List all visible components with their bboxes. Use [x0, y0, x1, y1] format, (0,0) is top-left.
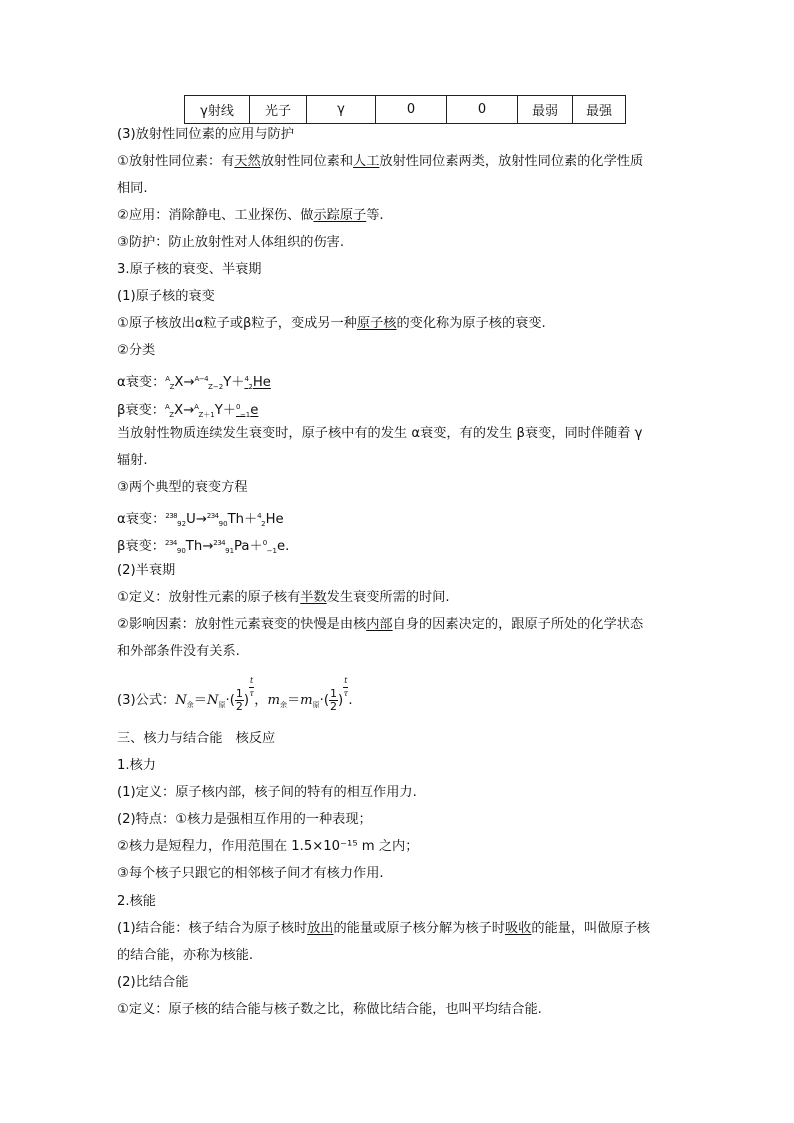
paragraph-line: ①放射性同位素：有天然放射性同位素和人工放射性同位素两类，放射性同位素的化学性质	[117, 154, 644, 169]
section-heading: 1.核力	[117, 758, 156, 773]
paragraph-line: ③每个核子只跟它的相邻核子间才有核力作用.	[117, 866, 384, 881]
section-heading: (3)放射性同位素的应用与防护	[117, 127, 294, 142]
paragraph-line: ①定义：放射性元素的原子核有半数发生衰变所需的时间.	[117, 590, 450, 605]
paragraph-line: ②核力是短程力，作用范围在 1.5×10⁻¹⁵ m 之内；	[117, 839, 419, 854]
table-cell: γ射线	[185, 96, 250, 124]
thorium-decay-equation: β衰变：$^{234}_{90}$Th→$^{234}_{91}$Pa＋$^0_{-1}$e.	[117, 539, 290, 555]
paragraph-line: 辐射.	[117, 453, 148, 468]
section-heading: (2)比结合能	[117, 975, 189, 990]
paragraph-line: 和外部条件没有关系.	[117, 644, 240, 659]
paragraph-line: (1)定义：原子核内部，核子间的特有的相互作用力.	[117, 785, 417, 800]
section-heading: 三、核力与结合能 核反应	[117, 731, 276, 746]
beta-decay-equation: β衰变：$^A_Z$X→$^A_{Z+1}$Y＋$^0_{-1}$e	[117, 403, 259, 419]
half-life-formula: (3)公式：$N_余=N_原\cdot$( $\frac{1}{2}$ ) $\frac{t}{\tau}$ ，$m_余=m_原\cdot$( $\frac{1}{2}$ ) $\frac{t}{\tau}$ .	[117, 676, 353, 713]
paragraph-line: 相同.	[117, 181, 148, 196]
section-heading: (1)原子核的衰变	[117, 289, 215, 304]
section-heading: (2)半衰期	[117, 563, 176, 578]
table-cell: 最强	[573, 96, 626, 124]
paragraph-line: ②分类	[117, 343, 156, 358]
section-heading: 2.核能	[117, 894, 156, 909]
paragraph-line: 当放射性物质连续发生衰变时，原子核中有的发生 α衰变，有的发生 β衰变，同时伴随着 γ	[117, 426, 643, 441]
section-heading: 3.原子核的衰变、半衰期	[117, 262, 262, 277]
uranium-decay-equation: α衰变：$^{238}_{92}$U→$^{234}_{90}$Th＋$^4_2$He	[117, 512, 284, 528]
paragraph-line: ②影响因素：放射性元素衰变的快慢是由核内部自身的因素决定的，跟原子所处的化学状态	[117, 617, 644, 632]
paragraph-line: ①原子核放出α粒子或β粒子，变成另一种原子核的变化称为原子核的衰变.	[117, 316, 546, 331]
paragraph-line: ③防护：防止放射性对人体组织的伤害.	[117, 235, 345, 250]
paragraph-line: 的结合能，亦称为核能.	[117, 948, 254, 963]
paragraph-line: ①定义：原子核的结合能与核子数之比，称做比结合能，也叫平均结合能.	[117, 1002, 542, 1017]
paragraph-line: (2)特点：①核力是强相互作用的一种表现；	[117, 812, 372, 827]
table-cell: 最弱	[518, 96, 573, 124]
table-cell: 0	[447, 96, 518, 124]
table-cell: 光子	[250, 96, 307, 124]
table-cell: γ	[307, 96, 376, 124]
paragraph-line: (1)结合能：核子结合为原子核时放出的能量或原子核分解为核子时吸收的能量，叫做原子核	[117, 921, 650, 936]
paragraph-line: ③两个典型的衰变方程	[117, 480, 248, 495]
radiation-table-row	[184, 95, 626, 124]
alpha-decay-equation: α衰变：$^A_Z$X→$^{A-4}_{Z-2}$Y＋$^4_2$He	[117, 375, 271, 391]
paragraph-line: ②应用：消除静电、工业探伤、做示踪原子等.	[117, 208, 384, 223]
table-row	[185, 96, 626, 124]
table-cell: 0	[376, 96, 447, 124]
